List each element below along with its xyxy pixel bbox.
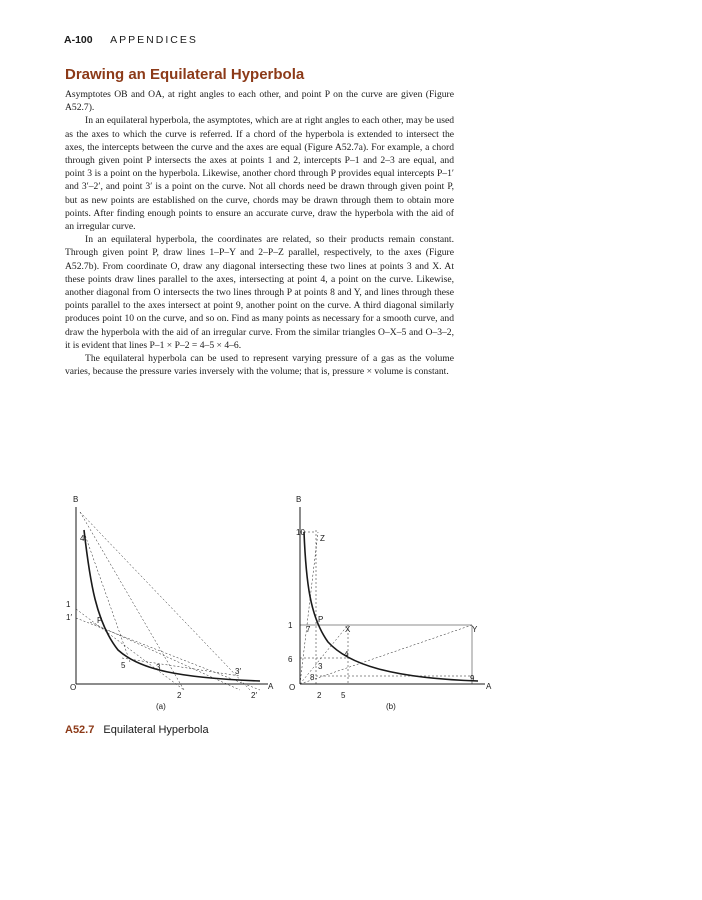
label-1prime-a: 1′ bbox=[66, 613, 72, 622]
figure-number: A52.7 bbox=[65, 724, 95, 736]
label-6-b: 6 bbox=[288, 655, 293, 664]
figure-caption bbox=[65, 724, 209, 736]
paragraph: The equilateral hyperbola can be used to represent varying pressure of a gas as the volume varies, because the pressure varies inversely with the volume; that is, pressure × volume is constant. bbox=[65, 353, 454, 378]
label-5-b: 5 bbox=[341, 691, 346, 700]
chord-a1 bbox=[76, 609, 184, 690]
label-b-a: B bbox=[73, 495, 79, 504]
label-4-b: 4 bbox=[344, 650, 349, 659]
panel-label-a: (a) bbox=[156, 702, 166, 711]
label-3-b: 3 bbox=[318, 662, 323, 671]
label-p-a: P bbox=[97, 616, 103, 625]
label-2-b: 2 bbox=[317, 691, 322, 700]
panel-b bbox=[300, 507, 485, 684]
panel-a bbox=[76, 507, 268, 690]
chord-a3 bbox=[80, 512, 250, 690]
label-2prime-a: 2′ bbox=[251, 691, 257, 700]
label-p-b: P bbox=[318, 615, 324, 624]
chord-a5 bbox=[84, 532, 130, 662]
paragraph: In an equilateral hyperbola, the coordinates are related, so their products remain constant. Through given point P, draw lines 1–P–Y and 2–P–Z parallel, respectively, to the axes (Figure A52.7b). From coordinate O, draw any diagonal intersecting these two lines at points 3 and X. At these points draw lines parallel to the axes, intersecting at point 4, a point on the curve. Likewise, another diagonal from O intersects the two lines through P at points 8 and Y, and lines through these points parallel to the axes intersect at point 9, another point on the curve. A third diagonal similarly produces point 10 on the curve, and so on. Find as many points as necessary for a smooth curve, and draw the hyperbola with the aid of an irregular curve. From the similar triangles O–X–5 and O–3–2, it is evident that lines P–1 × P–2 = 4–5 × 4–6. bbox=[65, 234, 454, 351]
label-7-b: 7 bbox=[306, 625, 311, 634]
figure-equilateral-hyperbola bbox=[60, 492, 520, 717]
panel-a-labels bbox=[66, 495, 274, 711]
hyperbola-curve-b bbox=[304, 532, 478, 681]
section-title: APPENDICES bbox=[110, 34, 198, 46]
label-2-a: 2 bbox=[177, 691, 182, 700]
label-4-a: 4 bbox=[80, 534, 85, 543]
label-10-b: 10 bbox=[296, 528, 305, 537]
label-z-b: Z bbox=[320, 534, 325, 543]
label-a-b: A bbox=[486, 682, 492, 691]
label-1-a: 1 bbox=[66, 600, 71, 609]
label-x-b: X bbox=[345, 625, 351, 634]
label-a-a: A bbox=[268, 682, 274, 691]
page-number: A-100 bbox=[64, 34, 93, 46]
paragraph: In an equilateral hyperbola, the asymptotes, which are at right angles to each other, may be used as the axes to which the curve is referred. If a chord of the hyperbola is extended to intersect the axes, the intercepts between the curve and the axes are equal (Figure A52.7a). For example, a chord through given point P intersects the axes at points 1 and 2, intercepts P–1 and 2–3 are equal, and point 3 is a point on the hyperbola. Likewise, another chord through P provides equal intercepts P–1′ and 3′–2′, and point 3′ is a point on the curve. Not all chords need be drawn through given point P, but as new points are established on the curve, chords may be drawn through them to obtain more points. After finding enough points to ensure an accurate curve, draw the hyperbola with the aid of an irregular curve. bbox=[65, 115, 454, 233]
diagonal-y bbox=[300, 625, 472, 684]
label-b-b: B bbox=[296, 495, 302, 504]
label-o-b: O bbox=[289, 683, 296, 692]
panel-label-b: (b) bbox=[386, 702, 396, 711]
running-head bbox=[64, 34, 198, 46]
label-8-b: 8 bbox=[310, 673, 315, 682]
label-5-a: 5 bbox=[121, 661, 126, 670]
label-3prime-a: 3′ bbox=[235, 667, 241, 676]
heading: Drawing an Equilateral Hyperbola bbox=[65, 66, 305, 83]
label-o-a: O bbox=[70, 683, 77, 692]
panel-b-labels bbox=[288, 495, 492, 711]
chord-a7 bbox=[90, 622, 240, 690]
hyperbola-curve-a bbox=[84, 530, 260, 681]
diagonal-z bbox=[300, 532, 318, 684]
label-9-b: 9 bbox=[470, 674, 475, 683]
label-y-b: Y bbox=[472, 625, 478, 634]
label-1-b: 1 bbox=[288, 621, 293, 630]
figure-caption-text: Equilateral Hyperbola bbox=[103, 724, 209, 736]
paragraph: Asymptotes OB and OA, at right angles to each other, and point P on the curve are given (Figure A52.7). bbox=[65, 89, 454, 114]
body-text bbox=[65, 88, 454, 378]
label-3-a: 3 bbox=[156, 663, 161, 672]
